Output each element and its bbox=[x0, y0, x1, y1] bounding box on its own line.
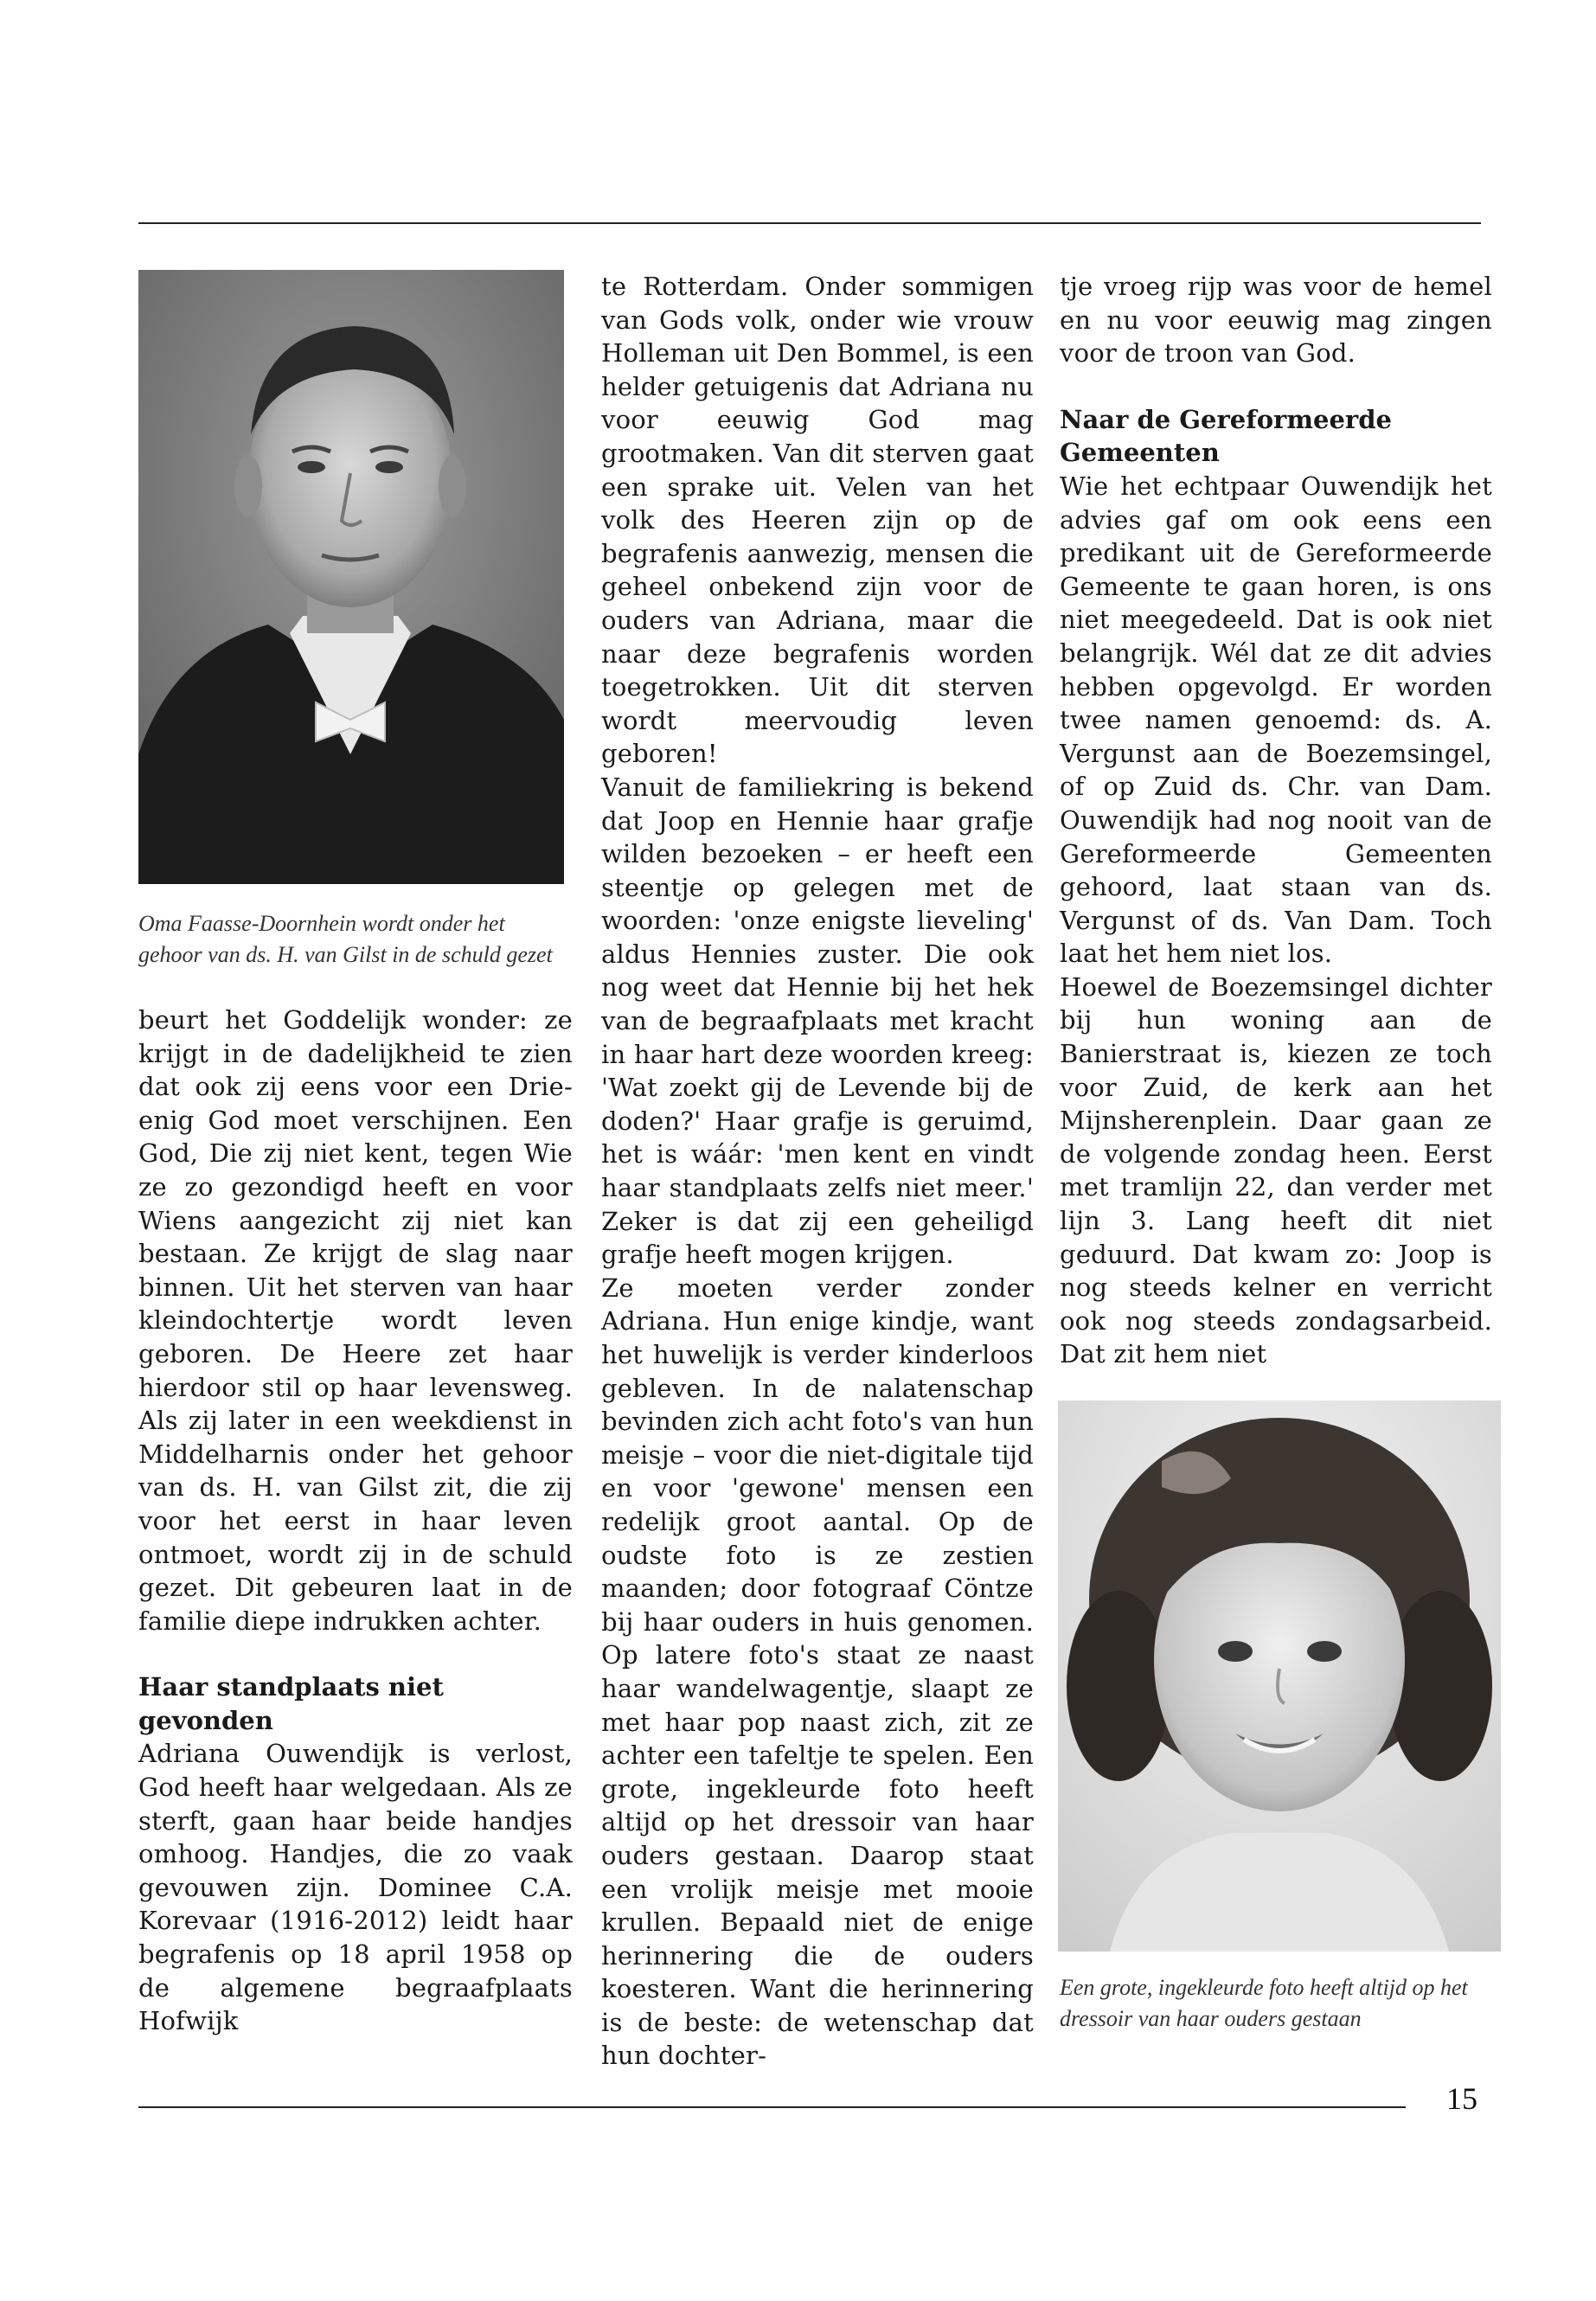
spacer bbox=[1060, 370, 1492, 403]
spacer bbox=[138, 1638, 573, 1670]
portrait-photo-man bbox=[138, 270, 564, 884]
bottom-rule bbox=[138, 2106, 1406, 2108]
paragraph: Ze moeten verder zonder Adriana. Hun enige kindje, want het huwelijk is verder kinderloos gebleven. In de nalatenschap bevinden zich acht foto's van hun meisje – voor die niet-digitale tijd en voor 'gewone' mensen een redelijk groot aantal. Op de oudste foto is ze zestien maanden; door fotograaf Cöntze bij haar ouders in huis genomen. Op latere foto's staat ze naast haar wandelwagentje, slaapt ze met haar pop naast zich, zit ze achter een tafeltje te spelen. Een grote, ingekleurde foto heeft altijd op het dressoir van haar ouders gestaan. Daarop staat een vrolijk meisje met mooie krullen. Bepaald niet de enige herinnering die de ouders koesteren. Want die herinnering is de beste: de wetenschap dat hun dochter- bbox=[601, 1272, 1034, 2071]
paragraph: Hoewel de Boezemsingel dichter bij hun woning aan de Banierstraat is, kiezen ze toch voor Zuid, de kerk aan het Mijnsherenplein. Daar gaan ze de volgende zondag heen. Eerst met tramlijn 22, dan verder met lijn 3. Lang heeft dit niet geduurd. Dat kwam zo: Joop is nog steeds kelner en verricht ook nog steeds zondagsarbeid. Dat zit hem niet bbox=[1060, 971, 1492, 1369]
paragraph: tje vroeg rijp was voor de hemel en nu voor eeuwig mag zingen voor de troon van God. bbox=[1060, 272, 1492, 369]
paragraph: beurt het Goddelijk wonder: ze krijgt in de dadelijkheid te zien dat ook zij eens voor een Drie-enig God moet verschijnen. Een God, Die zij niet kent, tegen Wie ze zo gezondigd heeft en voor Wiens aangezicht zij niet kan bestaan. Ze krijgt de slag naar binnen. Uit het sterven van haar kleindochtertje wordt leven geboren. De Heere zet haar hierdoor stil op haar levensweg. Als zij later in een weekdienst in Middelharnis onder het gehoor van ds. H. van Gilst zit, die zij voor het eerst in haar leven ontmoet, wordt zij in de schuld gezet. Dit gebeuren laat in de familie diepe indrukken achter. bbox=[138, 1005, 573, 1636]
portrait-man-icon bbox=[138, 270, 564, 884]
section-heading: Naar de Gereformeerde Gemeenten bbox=[1060, 404, 1392, 468]
portrait-photo-girl bbox=[1058, 1400, 1501, 1952]
column-3 bbox=[1060, 270, 1492, 2035]
paragraph: te Rotterdam. Onder sommigen van Gods volk, onder wie vrouw Holleman uit Den Bommel, is een helder getuigenis dat Adriana nu voor eeuwig God mag grootmaken. Van dit sterven gaat een sprake uit. Velen van het volk des Heeren zijn op de begrafenis aanwezig, mensen die geheel onbekend zijn voor de ouders van Adriana, maar die naar deze begrafenis worden toegetrokken. Uit dit sterven wordt meervoudig leven geboren! bbox=[601, 272, 1034, 769]
photo-caption-girl: Een grote, ingekleurde foto heeft altijd op het dressoir van haar ouders gestaan bbox=[1060, 1975, 1468, 2031]
paragraph: Vanuit de familiekring is bekend dat Joop en Hennie haar grafje wilden bezoeken – er heeft een steentje op gelegen met de woorden: 'onze enigste lieveling' aldus Hennies zuster. Die ook nog weet dat Hennie bij het hek van de begraafplaats met kracht in haar hart deze woorden kreeg: 'Wat zoekt gij de Levende bij de doden?' Haar grafje is geruimd, het is wáár: 'men kent en vindt haar standplaats zelfs niet meer.' Zeker is dat zij een geheiligd grafje heeft mogen krijgen. bbox=[601, 772, 1034, 1270]
page-number: 15 bbox=[1446, 2081, 1477, 2116]
spacer bbox=[138, 971, 573, 1003]
portrait-girl-icon bbox=[1058, 1400, 1501, 1952]
top-rule bbox=[138, 222, 1481, 224]
column-2 bbox=[601, 270, 1034, 2073]
section-heading: Haar standplaats niet gevonden bbox=[138, 1672, 444, 1735]
photo-caption-man: Oma Faasse-Doornhein wordt onder het gehoor van ds. H. van Gilst in de schuld gezet bbox=[138, 911, 553, 967]
column-1 bbox=[138, 270, 573, 2038]
paragraph: Adriana Ouwendijk is verlost, God heeft haar welgedaan. Als ze sterft, gaan haar beide handjes omhoog. Handjes, die zo vaak gevouwen zijn. Dominee C.A. Korevaar (1916-2012) leidt haar begrafenis op 18 april 1958 op de algemene begraafplaats Hofwijk bbox=[138, 1739, 573, 2036]
paragraph: Wie het echtpaar Ouwendijk het advies gaf om ook eens een predikant uit de Gereformeerde Gemeente te gaan horen, is ons niet meegedeeld. Dat is ook niet belangrijk. Wél dat ze dit advies hebben opgevolgd. Er worden twee namen genoemd: ds. A. Vergunst aan de Boezemsingel, of op Zuid ds. Chr. van Dam. Ouwendijk had nog nooit van de Gereformeerde Gemeenten gehoord, laat staan van ds. Vergunst of ds. Van Dam. Toch laat het hem niet los. bbox=[1060, 471, 1492, 969]
